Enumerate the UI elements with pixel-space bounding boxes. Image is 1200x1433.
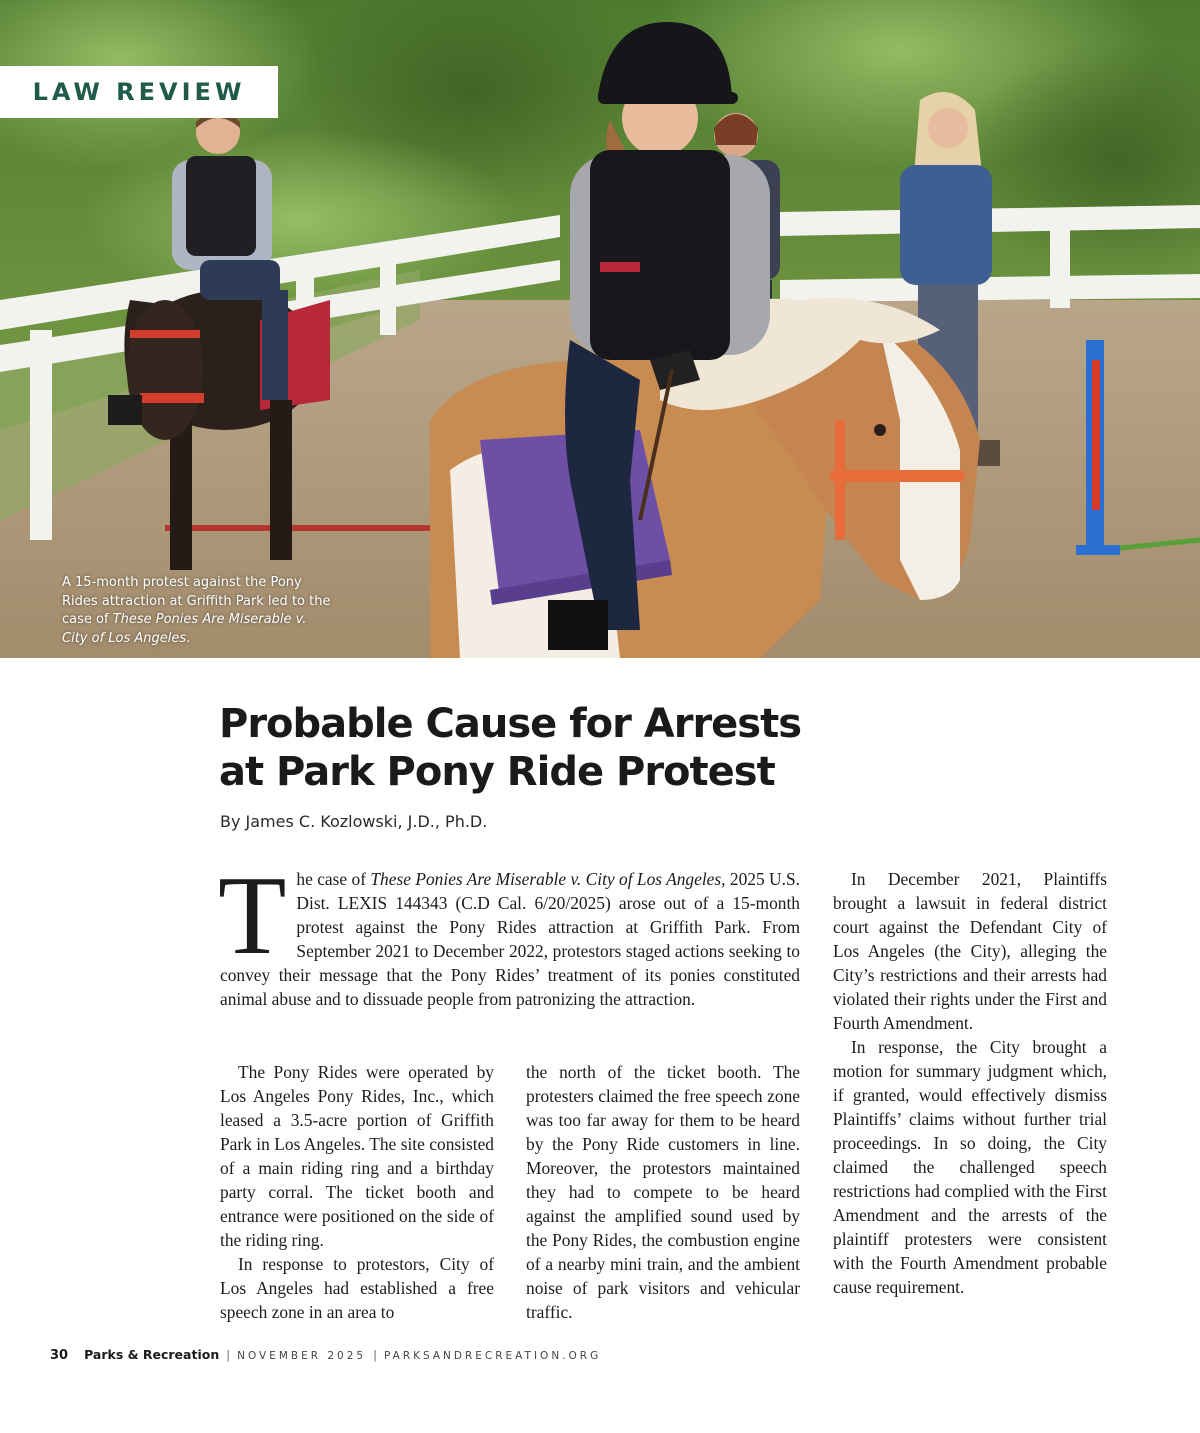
column-2 [526,1060,800,1324]
column-3 [833,867,1107,1299]
magazine-name: Parks & Recreation [84,1347,220,1362]
paragraph: In December 2021, Plaintiffs brought a lawsuit in federal district court against the Defendant City of Los Angeles (the City), alleging the City’s restrictions and their arrests had violated their rights under the First and Fourth Amendment. [833,869,1107,1033]
byline: By James C. Kozlowski, J.D., Ph.D. [220,812,488,831]
paragraph: In response to protestors, City of Los Angeles had established a free speech zone in an area to [220,1254,494,1322]
caption-case-name: These Ponies Are Miserable v. City of Los Angeles [62,612,307,646]
title-line-1: Probable Cause for Arrests [219,701,802,747]
column-1 [220,1060,494,1324]
intro-case-name: These Ponies Are Miserable v. City of Los Angeles [370,869,722,889]
article-title [219,700,939,796]
intro-text-rest: , 2025 U.S. Dist. LEXIS 144343 (C.D Cal. 6/20/2025) arose out of a 15-month protest against the Pony Rides attraction at Griffith Park. From September 2021 to December 2022, protestors staged actions seeking to convey their message that the Pony Rides’ treatment of its ponies constituted animal abuse and to dissuade people from patronizing the attraction. [220,869,800,1009]
intro-paragraph [218,854,800,1011]
footer-separator: | [226,1348,231,1362]
footer-separator: | [373,1348,377,1362]
intro-text-start: he case of [296,869,371,889]
paragraph: In response, the City brought a motion for summary judgment which, if granted, would effectively dismiss Plaintiffs’ claims without further trial proceedings. In so doing, the City claimed the challenged speech restrictions had complied with the First Amendment and the arrests of the plaintiff protesters were consistent with the Fourth Amendment probable cause requirement. [833,1037,1107,1297]
caption-text: A 15-month protest against the Pony Rides attraction at Griffith Park led to the case of [62,575,331,627]
paragraph: The Pony Rides were operated by Los Angeles Pony Rides, Inc., which leased a 3.5-acre portion of Griffith Park in Los Angeles. The site consisted of a main riding ring and a birthday party corral. The ticket booth and entrance were positioned on the side of the riding ring. [220,1062,494,1250]
hero-photo [0,0,1200,658]
issue-date: NOVEMBER 2025 [237,1350,367,1362]
drop-cap: T [218,854,287,978]
page-number: 30 [50,1348,69,1363]
section-tag: LAW REVIEW [0,66,278,118]
caption-end: . [186,630,191,646]
photo-caption [62,574,332,648]
title-line-2: at Park Pony Ride Protest [219,749,775,795]
page-footer [50,1347,601,1363]
paragraph: the north of the ticket booth. The protesters claimed the free speech zone was too far away for them to be heard by the Pony Ride customers in line. Moreover, the protestors maintained they had to compete to be heard against the amplified sound used by the Pony Rides, the combustion engine of a nearby mini train, and the ambient noise of park visitors and vehicular traffic. [526,1062,800,1322]
website: PARKSANDRECREATION.ORG [383,1350,602,1362]
